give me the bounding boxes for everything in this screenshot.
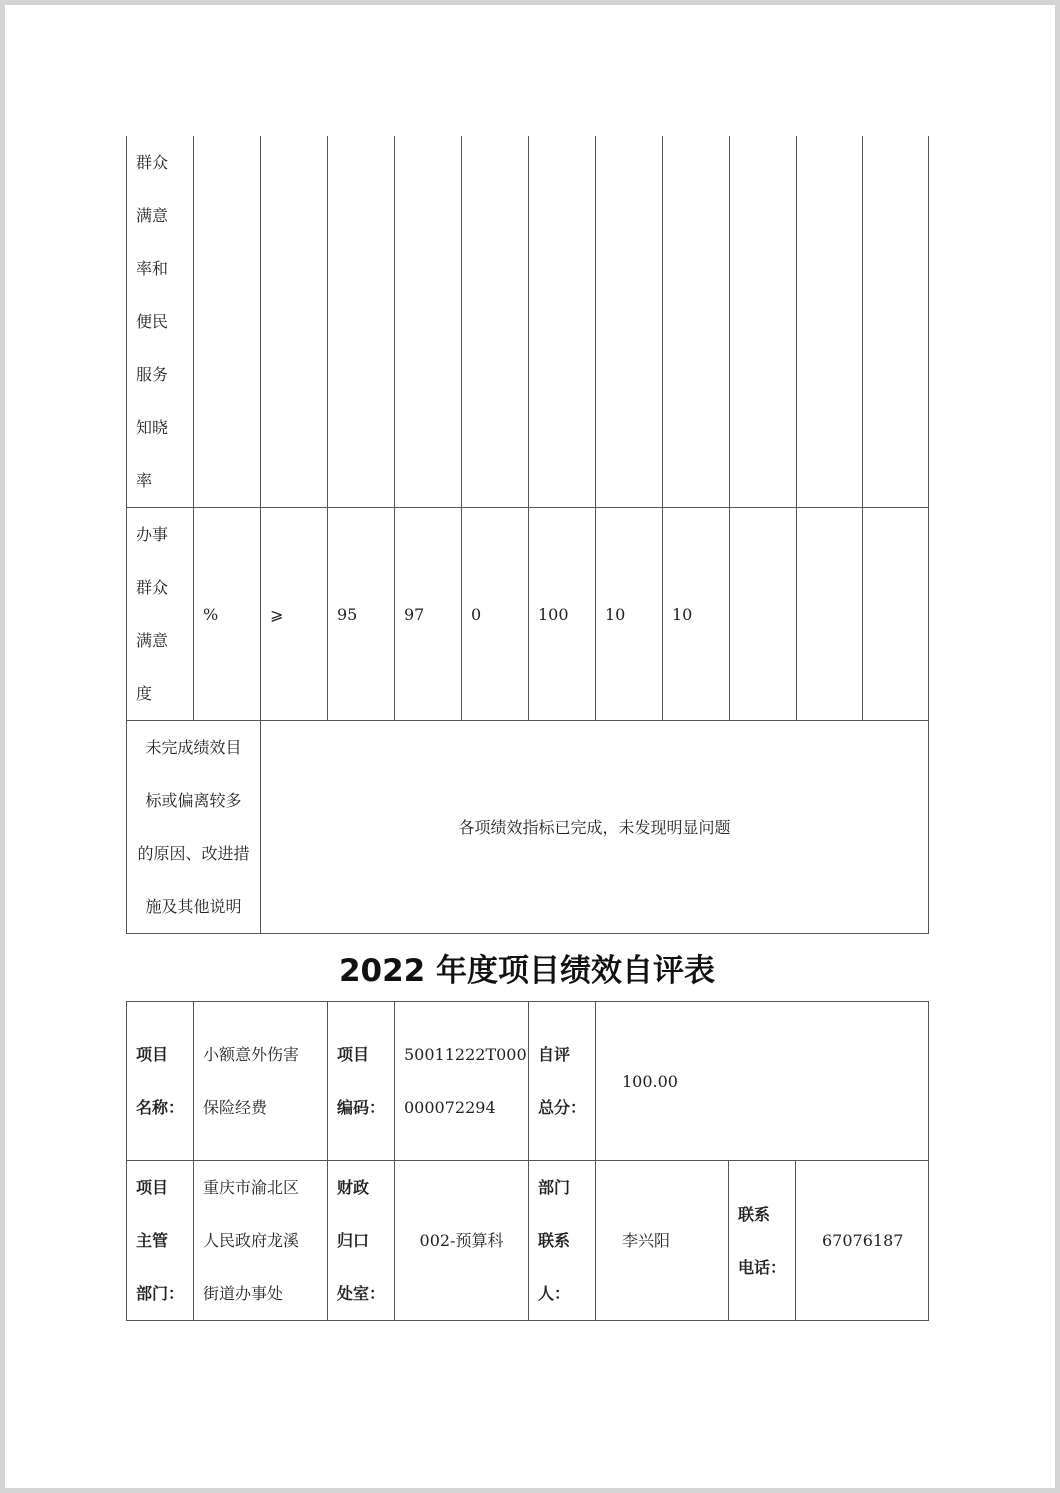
project-code: 50011222T000 000072294 xyxy=(395,1002,529,1161)
value-cell xyxy=(529,136,596,508)
page-title: 2022 年度项目绩效自评表 xyxy=(338,953,716,989)
value-cell xyxy=(863,508,929,721)
phone-label: 联系 电话： xyxy=(729,1161,796,1321)
note-text: 各项绩效指标已完成，未发现明显问题 xyxy=(261,721,929,934)
unit-cell: % xyxy=(194,508,261,721)
actual-cell xyxy=(395,136,462,508)
value-cell: 0 xyxy=(462,508,529,721)
project-name: 小额意外伤害 保险经费 xyxy=(194,1002,328,1161)
value-cell xyxy=(730,508,797,721)
note-label: 未完成绩效目 标或偏离较多 的原因、改进措 施及其他说明 xyxy=(127,721,261,934)
operator-cell xyxy=(261,136,328,508)
value-cell xyxy=(663,136,730,508)
value-cell: 10 xyxy=(596,508,663,721)
finance-office-label: 财政 归口 处室： xyxy=(328,1161,395,1321)
value-cell xyxy=(797,136,863,508)
value-cell xyxy=(797,508,863,721)
table-row xyxy=(127,136,929,508)
project-name-label: 项目 名称： xyxy=(127,1002,194,1161)
indicator-name: 办事 群众 满意 度 xyxy=(127,508,194,721)
performance-indicator-table xyxy=(126,136,929,934)
operator-cell: ⩾ xyxy=(261,508,328,721)
value-cell: 10 xyxy=(663,508,730,721)
score-value: 100.00 xyxy=(596,1002,929,1161)
project-code-label: 项目 编码： xyxy=(328,1002,395,1161)
value-cell xyxy=(863,136,929,508)
dept-value: 重庆市渝北区 人民政府龙溪 街道办事处 xyxy=(194,1161,328,1321)
unit-cell xyxy=(194,136,261,508)
contact-value: 李兴阳 xyxy=(596,1161,729,1321)
value-cell: 100 xyxy=(529,508,596,721)
table-row xyxy=(127,508,929,721)
actual-cell: 97 xyxy=(395,508,462,721)
score-label: 自评 总分： xyxy=(529,1002,596,1161)
indicator-name: 群众 满意 率和 便民 服务 知晓 率 xyxy=(127,136,194,508)
table-row xyxy=(127,1002,929,1161)
project-info-table xyxy=(126,1001,929,1321)
target-cell xyxy=(328,136,395,508)
table-row xyxy=(127,721,929,934)
value-cell xyxy=(730,136,797,508)
value-cell xyxy=(462,136,529,508)
finance-office-value: 002-预算科 xyxy=(395,1161,529,1321)
value-cell xyxy=(596,136,663,508)
target-cell: 95 xyxy=(328,508,395,721)
dept-label: 项目 主管 部门： xyxy=(127,1161,194,1321)
contact-label: 部门 联系 人： xyxy=(529,1161,596,1321)
table-row xyxy=(127,1161,929,1321)
phone-value: 67076187 xyxy=(796,1161,929,1321)
